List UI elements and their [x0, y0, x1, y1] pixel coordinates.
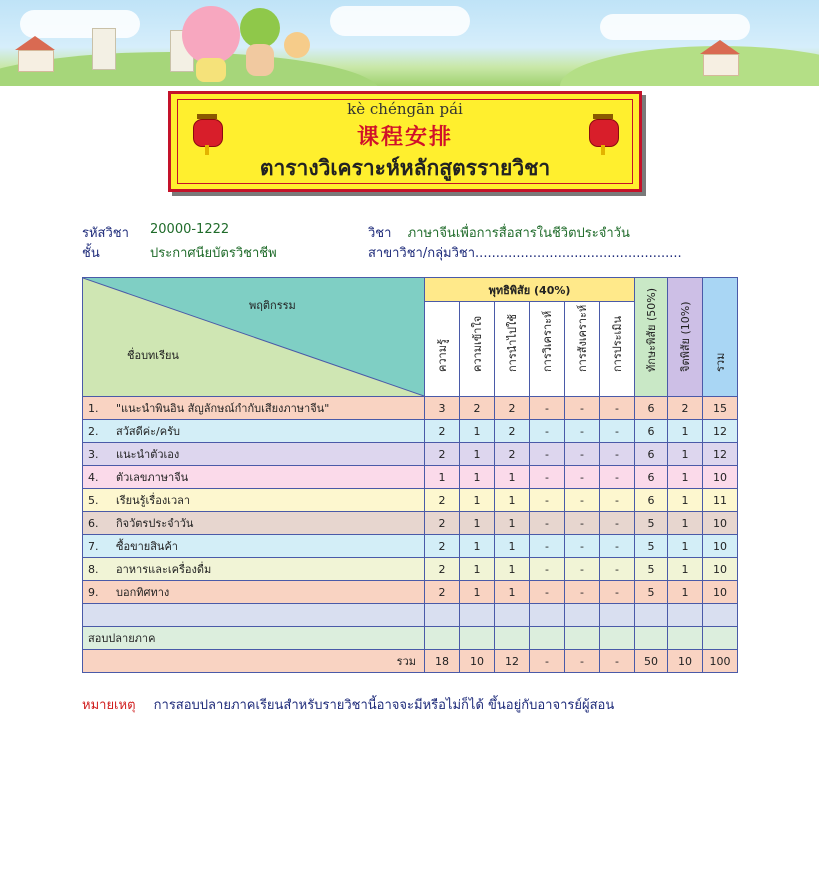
affective-header: จิตพิสัย (10%): [668, 278, 703, 397]
table-row: 1. "แนะนำพินอิน สัญลักษณ์กำกับเสียงภาษาจีน" 3 2 2 - - - 6 2 15: [83, 397, 738, 420]
table-row: 6. กิจวัตรประจำวัน 2 1 1 - - - 5 1 10: [83, 512, 738, 535]
curriculum-analysis-table: [82, 277, 738, 673]
course-code-value: 20000-1222: [150, 222, 230, 237]
remark: [82, 694, 614, 715]
final-exam-row: สอบปลายภาค: [83, 627, 738, 650]
lesson-name: แนะนำตัวเอง: [116, 448, 180, 461]
application-header: การนำไปใช้: [495, 302, 530, 397]
subject-value: ภาษาจีนเพื่อการสื่อสารในชีวิตประจำวัน: [407, 226, 630, 241]
table-row: 5. เรียนรู้เรื่องเวลา 2 1 1 - - - 6 1 11: [83, 489, 738, 512]
course-code-row: [82, 222, 230, 243]
title-sign: [168, 91, 642, 192]
knowledge-header: ความรู้: [425, 302, 460, 397]
lesson-name: เรียนรู้เรื่องเวลา: [116, 494, 191, 507]
branch-row: [368, 242, 682, 263]
cartoon-child-icon: [284, 32, 310, 58]
psychomotor-header: ทักษะพิสัย (50%): [635, 278, 668, 397]
remark-text: การสอบปลายภาคเรียนสำหรับรายวิชานี้อาจจะมีหรือไม่ก็ได้ ขึ้นอยู่กับอาจารย์ผู้สอน: [153, 698, 615, 713]
table-row: 8. อาหารและเครื่องดื่ม 2 1 1 - - - 5 1 10: [83, 558, 738, 581]
table-row: 3. แนะนำตัวเอง 2 1 2 - - - 6 1 12: [83, 443, 738, 466]
cartoon-boy-icon: [240, 8, 280, 48]
analysis-header: การวิเคราะห์: [530, 302, 565, 397]
remark-label: หมายเหตุ: [82, 698, 136, 713]
header-banner-illustration: [0, 0, 819, 86]
comprehension-header: ความเข้าใจ: [460, 302, 495, 397]
page-title: ตารางวิเคราะห์หลักสูตรรายวิชา: [259, 156, 551, 180]
level-label: ชั้น: [82, 246, 100, 261]
total-label: รวม: [83, 650, 425, 673]
table-row: 2. สวัสดีค่ะ/ครับ 2 1 2 - - - 6 1 12: [83, 420, 738, 443]
lesson-name: กิจวัตรประจำวัน: [116, 517, 194, 530]
lesson-name: อาหารและเครื่องดื่ม: [116, 563, 212, 576]
title-pinyin: kè chéngān pái: [347, 100, 463, 118]
subject-row: [368, 222, 630, 243]
total-header: รวม: [703, 278, 738, 397]
cartoon-girl-icon: [182, 6, 240, 64]
table-row: 9. บอกทิศทาง 2 1 1 - - - 5 1 10: [83, 581, 738, 604]
course-code-label: รหัสวิชา: [82, 226, 129, 241]
lesson-name: ซื้อขายสินค้า: [116, 540, 178, 553]
table-row: 7. ซื้อขายสินค้า 2 1 1 - - - 5 1 10: [83, 535, 738, 558]
lesson-name: ตัวเลขภาษาจีน: [116, 471, 189, 484]
lesson-name: บอกทิศทาง: [116, 586, 170, 599]
level-value: ประกาศนียบัตรวิชาชีพ: [150, 246, 277, 261]
level-row: [82, 242, 277, 263]
branch-label: สาขาวิชา/กลุ่มวิชา..................................................: [368, 246, 682, 261]
synthesis-header: การสังเคราะห์: [565, 302, 600, 397]
table-header-diagonal: [83, 278, 425, 397]
title-hanzi: 课程安排: [356, 124, 453, 150]
table-row: 4. ตัวเลขภาษาจีน 1 1 1 - - - 6 1 10: [83, 466, 738, 489]
total-row: รวม 18 10 12 - - - 50 10 100: [83, 650, 738, 673]
behavior-header: พฤติกรรม: [249, 299, 296, 312]
table-row-empty: [83, 604, 738, 627]
evaluation-header: การประเมิน: [600, 302, 635, 397]
cognitive-group-header: พุทธิพิสัย (40%): [425, 278, 635, 302]
lesson-name: "แนะนำพินอิน สัญลักษณ์กำกับเสียงภาษาจีน": [116, 402, 330, 415]
subject-label: วิชา: [368, 226, 392, 241]
lesson-name: สวัสดีค่ะ/ครับ: [116, 425, 180, 438]
lesson-header: ชื่อบทเรียน: [127, 349, 179, 362]
